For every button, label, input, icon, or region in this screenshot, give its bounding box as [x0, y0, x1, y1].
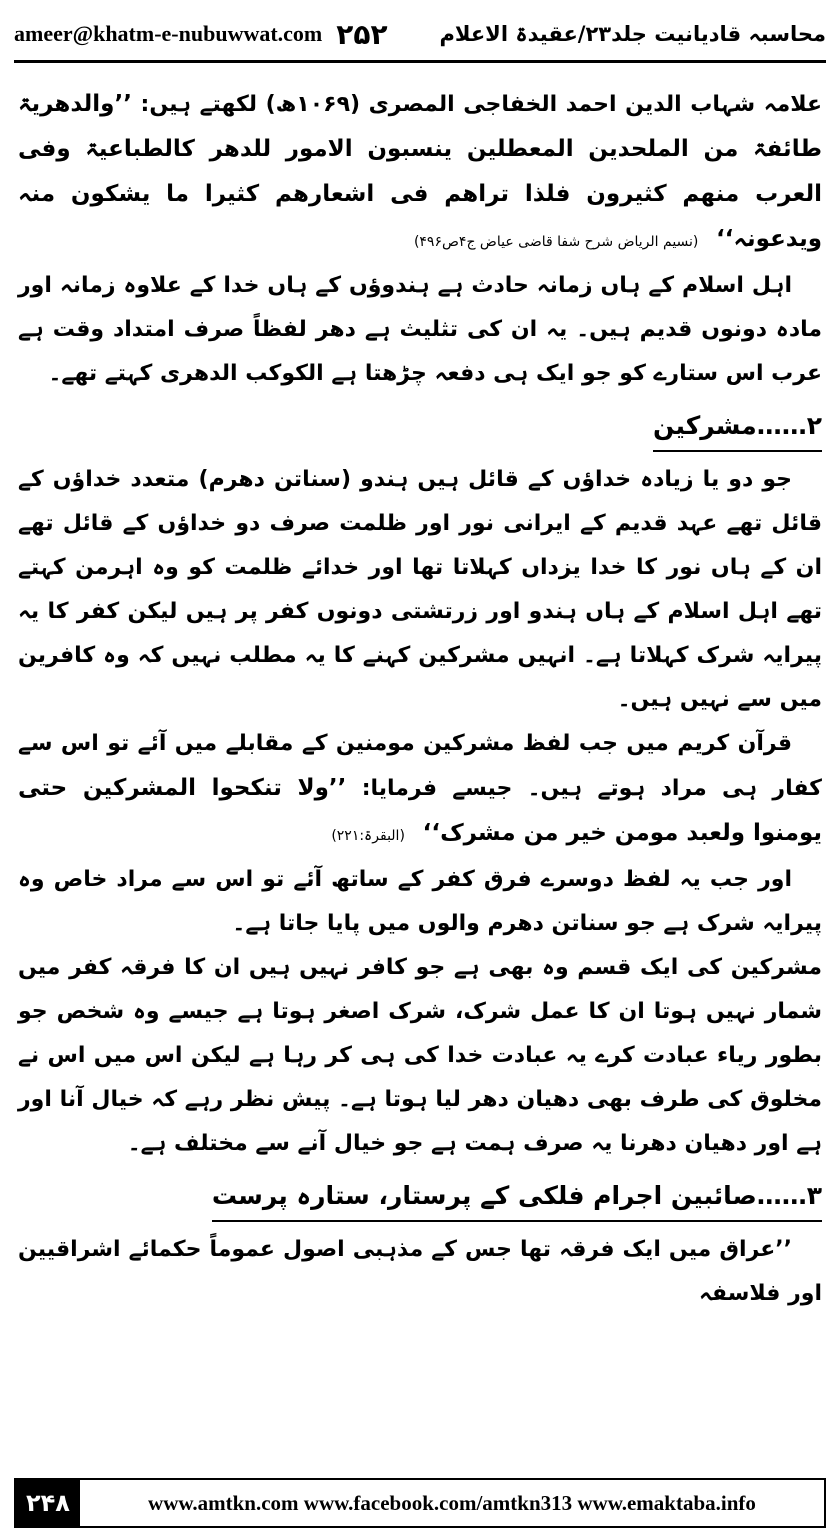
- arabic-quote-baqarah: ’’ولا تنکحوا المشرکین حتی یومنوا ولعبد مومن خیر من مشرک‘‘: [18, 775, 822, 846]
- citation-naseem-riyaz: (نسیم الریاض شرح شفا قاضی عیاض ج۴ص۴۹۶): [413, 234, 699, 250]
- paragraph-iraq: ’’عراق میں ایک فرقہ تھا جس کے مذہبی اصول عموماً حکمائے اشراقیین اور فلاسفہ: [18, 1237, 822, 1306]
- paragraph-dahriya-intro: علامہ شہاب الدین احمد الخفاجی المصری (۱۰۶۹ھ) لکھتے ہیں:: [140, 92, 822, 117]
- paragraph-shirk-asghar: مشرکین کی ایک قسم وہ بھی ہے جو کافر نہیں ہیں ان کا فرقہ کفر میں شمار نہیں ہوتا ان کا عمل شرک، شرک اصغر ہوتا ہے جیسے وہ شخص جو بطور ریاء عبادت کرے یہ عبادت خدا کی ہی کر رہا ہے لیکن اس میں اس نے مخلوق کی طرف بھی دھیان دھر لیا ہوتا ہے۔ پیش نظر رہے کہ خیال آنا اور ہے اور دھیان دھرنا یہ صرف ہمت ہے جو خیال آنے سے مختلف ہے۔: [18, 955, 822, 1156]
- footer-website-links[interactable]: www.amtkn.com www.facebook.com/amtkn313 www.emaktaba.info: [148, 1490, 756, 1515]
- header-page-number: ۲۵۲: [336, 17, 388, 51]
- citation-baqarah: (البقرۃ:۲۲۱): [331, 828, 405, 844]
- paragraph-quran-mushrikeen-text: قرآن کریم میں جب لفظ مشرکین مومنین کے مقابلے میں آئے تو اس سے کفار ہی مراد ہوتے ہیں۔ جیسے فرمایا:: [18, 731, 822, 801]
- section-heading-sabieen-wrap: [18, 1166, 822, 1228]
- section-heading-mushrikeen-wrap: [18, 396, 822, 458]
- arabic-quote-dahriya: ’’والدھریۃ طائفۃ من الملحدین المعطلین ینسبون الامور للدھر کالطباعیۃ وفی العرب منھم کثیرون فلذا تراھم فی اشعارھم کثیرا ما یشکون منہ ویدعونہ‘‘: [18, 91, 822, 252]
- footer-page-number: ۲۴۸: [16, 1480, 80, 1526]
- header-email: ameer@khatm-e-nubuwwat.com: [14, 21, 323, 46]
- paragraph-firq-kufr: اور جب یہ لفظ دوسرے فرق کفر کے ساتھ آئے تو اس سے مراد خاص وہ پیرایہ شرک ہے جو سناتن دھرم والوں میں پایا جاتا ہے۔: [18, 867, 822, 936]
- page-body: [18, 82, 822, 1468]
- paragraph-quran-mushrikeen: [18, 722, 822, 858]
- page-header: [14, 8, 826, 63]
- paragraph-dahriya: [18, 82, 822, 264]
- paragraph-zamana: اہل اسلام کے ہاں زمانہ حادث ہے ہندوؤں کے ہاں خدا کے علاوہ زمانہ اور مادہ دونوں قدیم ہیں۔ یہ ان کی تثلیث ہے دھر لفظاً صرف امتداد وقت ہے عرب اس ستارے کو جو ایک ہی دفعہ چڑھتا ہے الکوکب الدھری کہتے تھے۔: [18, 273, 822, 386]
- paragraph-mushrikeen: جو دو یا زیادہ خداؤں کے قائل ہیں ہندو (سناتن دھرم) متعدد خداؤں کے قائل تھے عہد قدیم کے ایرانی نور اور ظلمت صرف دو خداؤں کے قائل تھے ان کے ہاں نور کا خدا یزداں کہلاتا تھا اور خدائے ظلمت کو وہ اہرمن کہتے تھے اہل اسلام کے ہاں ہندو اور زرتشتی دونوں کفر پر ہیں لیکن کفر کا یہ پیرایہ شرک کہلاتا ہے۔ انہیں مشرکین کہنے کا یہ مطلب نہیں کہ وہ کافرین میں سے نہیں ہیں۔: [18, 467, 822, 712]
- section-heading-sabieen: ۳……صائبین اجرام فلکی کے پرستار، ستارہ پرست: [212, 1174, 822, 1222]
- page-footer: [14, 1478, 826, 1528]
- header-book-title: محاسبہ قادیانیت جلد۲۳/عقیدۃ الاعلام: [439, 22, 826, 46]
- header-left: [14, 18, 388, 51]
- section-heading-mushrikeen: ۲……مشرکین: [653, 404, 822, 452]
